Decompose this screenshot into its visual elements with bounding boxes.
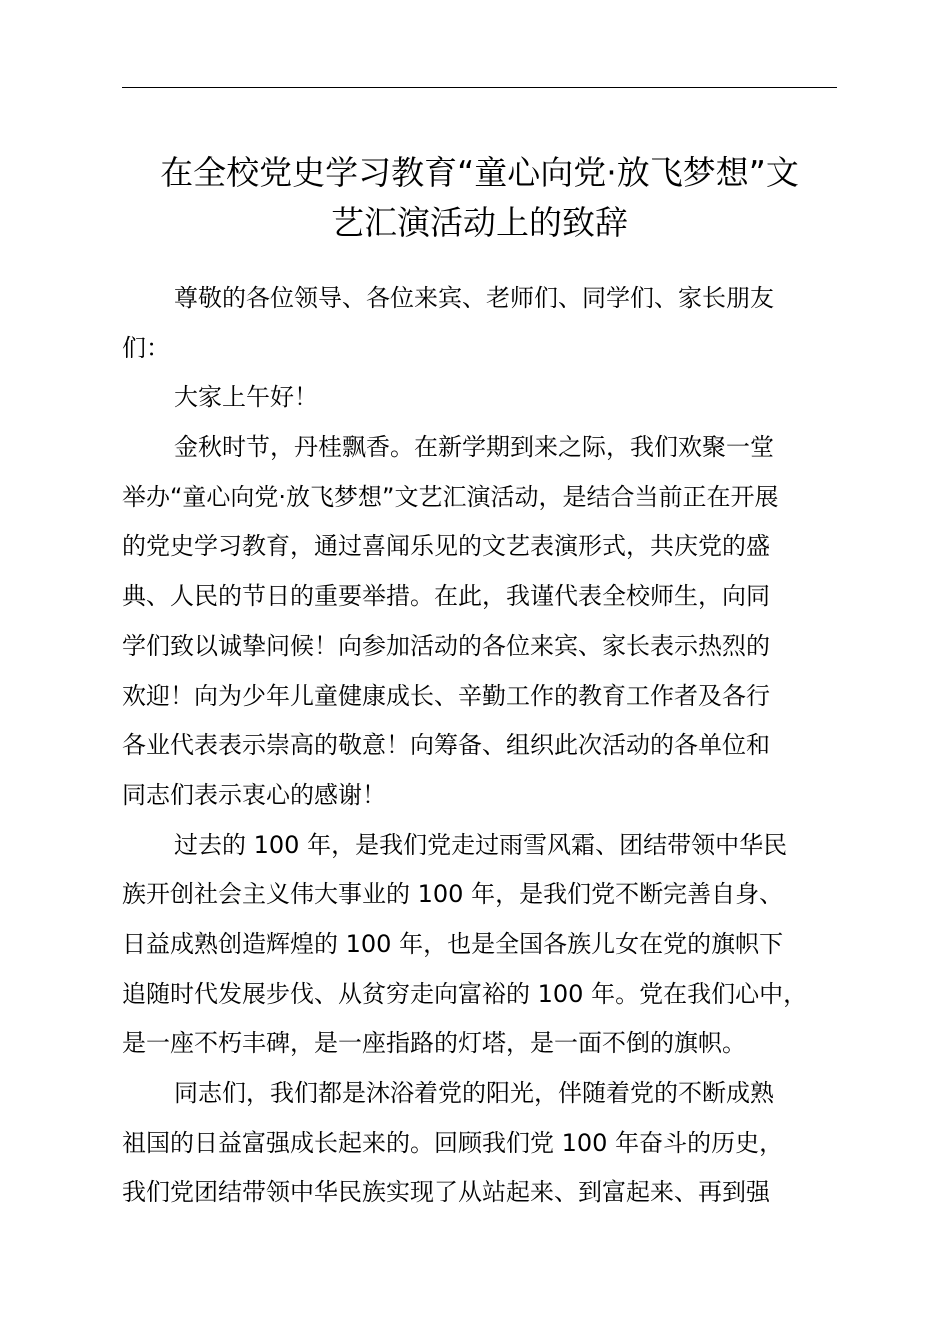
text-line: 金秋时节，丹桂飘香。在新学期到来之际，我们欢聚一堂	[174, 433, 774, 462]
text-line: 我们党团结带领中华民族实现了从站起来、到富起来、再到强	[122, 1178, 770, 1207]
document-title	[122, 148, 837, 248]
header-rule	[122, 87, 837, 88]
text-line: 同志们，我们都是沐浴着党的阳光，伴随着党的不断成熟	[174, 1079, 774, 1107]
text-line: 日益成熟创造辉煌的 100 年，也是全国各族儿女在党的旗帜下	[122, 929, 784, 958]
text-line: 同志们表示衷心的感谢！	[122, 780, 386, 809]
text-line: 举办“童心向党·放飞梦想”文艺汇演活动，是结合当前正在开展	[122, 482, 779, 511]
text-line: 各业代表表示崇高的敬意！向筹备、组织此次活动的各单位和	[122, 731, 770, 760]
title-line: 艺汇演活动上的致辞	[331, 203, 628, 242]
text-line: 追随时代发展步伐、从贫穷走向富裕的 100 年。党在我们心中，	[122, 979, 808, 1008]
text-line: 欢迎！向为少年儿童健康成长、辛勤工作的教育工作者及各行	[122, 681, 770, 710]
body-paragraph	[122, 423, 837, 821]
body-paragraph	[122, 821, 837, 1069]
text-line: 是一座不朽丰碑，是一座指路的灯塔，是一面不倒的旗帜。	[122, 1029, 746, 1058]
title-line: 在全校党史学习教育“童心向党·放飞梦想”文	[160, 153, 799, 192]
text-line: 典、人民的节日的重要举措。在此，我谨代表全校师生，向同	[122, 582, 770, 611]
text-line: 学们致以诚挚问候！向参加活动的各位来宾、家长表示热烈的	[122, 631, 770, 660]
text-line: 祖国的日益富强成长起来的。回顾我们党 100 年奋斗的历史，	[122, 1128, 784, 1157]
text-line: 过去的 100 年，是我们党走过雨雪风霜、团结带领中华民	[174, 830, 788, 859]
text-line: 大家上午好！	[174, 383, 318, 412]
document-body	[122, 274, 837, 1218]
text-line: 尊敬的各位领导、各位来宾、老师们、同学们、家长朋友	[174, 284, 774, 312]
text-line: 的党史学习教育，通过喜闻乐见的文艺表演形式，共庆党的盛	[122, 532, 770, 561]
text-line: 们：	[122, 333, 170, 362]
text-line: 族开创社会主义伟大事业的 100 年，是我们党不断完善自身、	[122, 880, 784, 909]
greeting-paragraph	[122, 373, 837, 423]
salutation-paragraph	[122, 274, 837, 373]
body-paragraph	[122, 1069, 837, 1218]
